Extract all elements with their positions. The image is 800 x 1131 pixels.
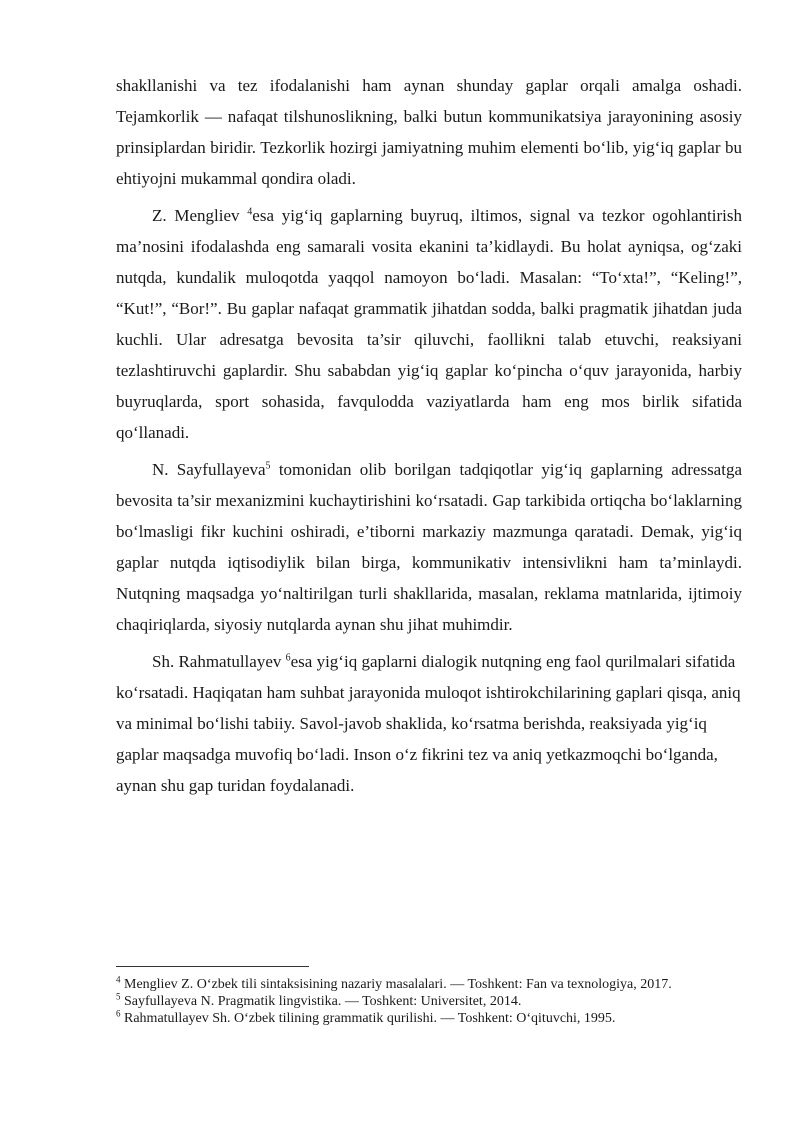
paragraph-text: tomonidan olib borilgan tadqiqotlar yig‘iq gaplarning adressatga bevosita ta’sir mexanizmini kuchaytirishini ko‘rsatadi. Gap tarkibida ortiqcha bo‘laklarning bo‘lmasligi fikr kuchini oshiradi, e’tiborni markaziy mazmunga qaratadi. Demak, yig‘iq gaplar nutqda iqtisodiylik bilan birga, kommunikativ intensivlikni ham ta’minlaydi. Nutqning maqsadga yo‘naltirilgan turli shakllarida, masalan, reklama matnlarida, ijtimoiy chaqiriqlarda, siyosiy nutqlarda aynan shu jihat muhimdir. <box>116 460 742 634</box>
paragraph-2 <box>116 200 742 448</box>
footnotes-section <box>116 966 742 1027</box>
paragraph-text: esa yig‘iq gaplarning buyruq, iltimos, signal va tezkor ogohlantirish ma’nosini ifodalashda eng samarali vosita ekanini ta’kidlaydi. Bu holat ayniqsa, og‘zaki nutqda, kundalik muloqotda yaqqol namoyon bo‘ladi. Masalan: “To‘xta!”, “Keling!”, “Kut!”, “Bor!”. Bu gaplar nafaqat grammatik jihatdan sodda, balki pragmatik jihatdan juda kuchli. Ular adresatga bevosita ta’sir qiluvchi, faollikni talab etuvchi, reaksiyani tezlashtiruvchi gaplardir. Shu sababdan yig‘iq gaplar ko‘pincha o‘quv jarayonida, harbiy buyruqlarda, sport sohasida, favqulodda vaziyatlarda ham eng mos birlik sifatida qo‘llanadi. <box>116 206 742 442</box>
paragraph-1 <box>116 70 742 194</box>
footnote-ref-4[interactable]: 4 <box>247 206 253 218</box>
paragraph-3 <box>116 454 742 640</box>
footnote-number: 4 <box>116 974 121 985</box>
footnote-text: Mengliev Z. O‘zbek tili sintaksisining nazariy masalalari. — Toshkent: Fan va texnologiya, 2017. <box>120 977 672 992</box>
footnote-text: Rahmatullayev Sh. O‘zbek tilining grammatik qurilishi. — Toshkent: O‘qituvchi, 1995. <box>120 1011 616 1026</box>
paragraph-text: Sh. Rahmatullayev <box>152 652 286 671</box>
footnote-6 <box>116 1010 742 1027</box>
footnote-separator <box>116 966 309 967</box>
paragraph-text: N. Sayfullayeva <box>152 460 266 479</box>
footnote-4 <box>116 976 742 993</box>
footnote-number: 5 <box>116 991 121 1002</box>
footnote-ref-6[interactable]: 6 <box>285 652 291 664</box>
paragraph-4 <box>116 646 742 801</box>
paragraph-text: shakllanishi va tez ifodalanishi ham aynan shunday gaplar orqali amalga oshadi. Tejamkorlik — nafaqat tilshunoslikning, balki butun kommunikatsiya jarayonining asosiy prinsiplardan biridir. Tezkorlik hozirgi jamiyatning muhim elementi bo‘lib, yig‘iq gaplar bu ehtiyojni mukammal qondira oladi. <box>116 76 742 188</box>
paragraph-text: Z. Mengliev <box>152 206 248 225</box>
footnote-text: Sayfullayeva N. Pragmatik lingvistika. — Toshkent: Universitet, 2014. <box>120 994 522 1009</box>
footnote-ref-5[interactable]: 5 <box>265 460 271 472</box>
footnote-5 <box>116 993 742 1010</box>
paragraph-text: esa yig‘iq gaplarni dialogik nutqning eng faol qurilmalari sifatida ko‘rsatadi. Haqiqatan ham suhbat jarayonida muloqot ishtirokchilarining gaplari qisqa, aniq va minimal bo‘lishi tabiiy. Savol-javob shaklida, ko‘rsatma berishda, reaksiyada yig‘iq gaplar maqsadga muvofiq bo‘ladi. Inson o‘z fikrini tez va aniq yetkazmoqchi bo‘lganda, aynan shu gap turidan foydalanadi. <box>116 652 741 795</box>
document-body <box>116 70 742 807</box>
footnote-number: 6 <box>116 1008 121 1019</box>
